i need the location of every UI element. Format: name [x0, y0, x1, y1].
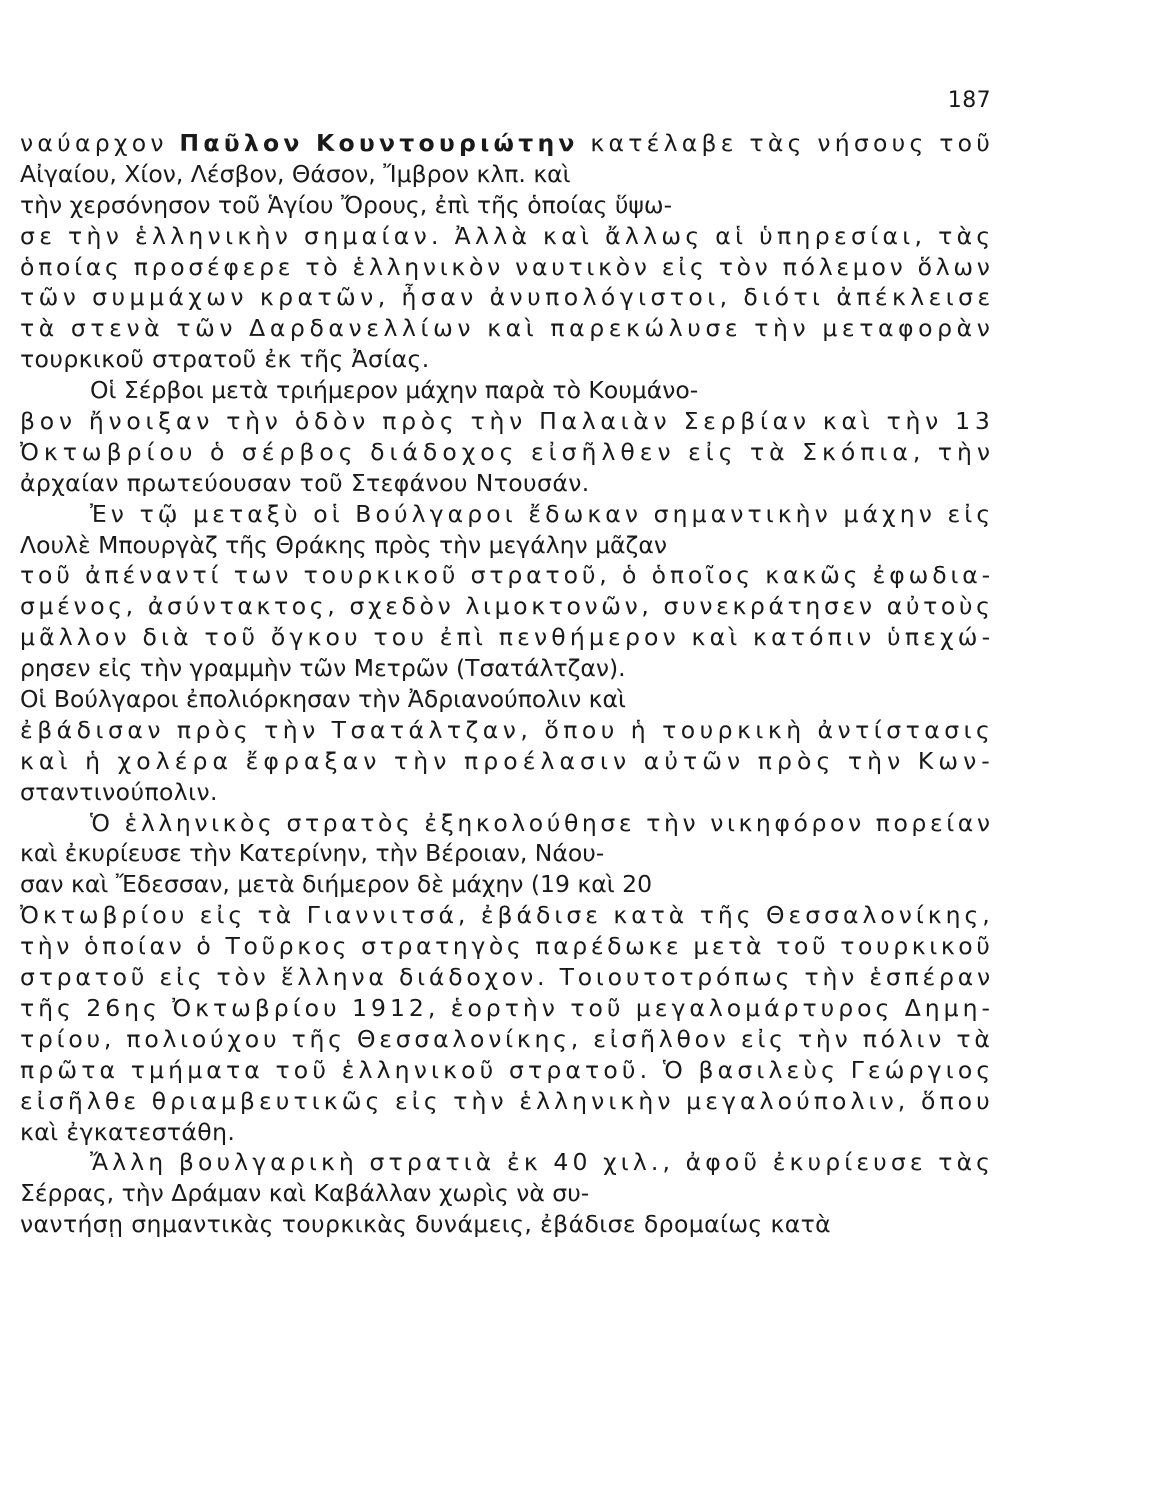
text-line: καὶ ἐγκατεστάθη. — [20, 1117, 236, 1146]
text-line: ἐβάδισαν πρὸς τὴν Τσατάλτζαν, ὅπου ἡ τουρκικὴ ἀντίστασις — [20, 715, 995, 744]
text-line: τὴν χερσόνησον τοῦ Ἁγίου Ὄρους, ἐπὶ τῆς ὁποίας ὕψω- — [20, 190, 673, 219]
text-line: Ὀκτωβρίου εἰς τὰ Γιαννιτσά, ἐβάδισε κατὰ τῆς Θεσσαλονίκης, — [20, 901, 994, 930]
text-line: Ὁ ἑλληνικὸς στρατὸς ἐξηκολούθησε τὴν νικηφόρον πορείαν — [90, 808, 994, 837]
page-number: 187 — [947, 88, 991, 113]
text-line: Αἰγαίου, Χίον, Λέσβον, Θάσον, Ἴμβρον κλπ. καὶ — [20, 159, 571, 188]
text-line: ἀρχαίαν πρωτεύουσαν τοῦ Στεφάνου Ντουσάν. — [20, 468, 590, 497]
text-line: καὶ ἐκυρίευσε τὴν Κατερίνην, τὴν Βέροιαν, Νάου- — [20, 839, 605, 868]
line-text-after: κατέλαβε τὰς νήσους τοῦ — [578, 129, 995, 157]
person-name: Παῦλον Κουντουριώτην — [179, 129, 579, 157]
text-line: βον ἤνοιξαν τὴν ὁδὸν πρὸς τὴν Παλαιὰν Σερβίαν καὶ τὴν 13 — [20, 407, 995, 436]
text-line: πρῶτα τμήματα τοῦ ἑλληνικοῦ στρατοῦ. Ὁ βασιλεὺς Γεώργιος — [20, 1055, 995, 1084]
text-line: τῆς 26ης Ὀκτωβρίου 1912, ἑορτὴν τοῦ μεγαλομάρτυρος Δημη- — [20, 993, 994, 1022]
text-line: Σέρρας, τὴν Δράμαν καὶ Καβάλλαν χωρὶς νὰ συ- — [20, 1179, 590, 1208]
text-line — [0, 128, 1151, 159]
text-line: τῶν συμμάχων κρατῶν, ἦσαν ἀνυπολόγιστοι, διότι ἀπέκλεισε — [20, 283, 995, 312]
text-line: σε τὴν ἑλληνικὴν σημαίαν. Ἀλλὰ καὶ ἄλλως αἱ ὑπηρεσίαι, τὰς — [20, 221, 995, 250]
text-line: ρησεν εἰς τὴν γραμμὴν τῶν Μετρῶν (Τσατάλτζαν). — [20, 654, 626, 683]
text-line: τὰ στενὰ τῶν Δαρδανελλίων καὶ παρεκώλυσε τὴν μεταφορὰν — [20, 314, 995, 343]
text-line: τρίου, πολιούχου τῆς Θεσσαλονίκης, εἰσῆλθον εἰς τὴν πόλιν τὰ — [20, 1024, 994, 1053]
text-line: σαν καὶ Ἔδεσσαν, μετὰ διήμερον δὲ μάχην (19 καὶ 20 — [20, 870, 653, 899]
text-line: ναντήσῃ σημαντικὰς τουρκικὰς δυνάμεις, ἐβάδισε δρομαίως κατὰ — [20, 1210, 832, 1239]
text-line: Ἄλλη βουλγαρικὴ στρατιὰ ἐκ 40 χιλ., ἀφοῦ ἐκυρίευσε τὰς — [90, 1148, 995, 1177]
text-line: τουρκικοῦ στρατοῦ ἐκ τῆς Ἀσίας. — [20, 345, 430, 374]
text-line: τὴν ὁποίαν ὁ Τοῦρκος στρατηγὸς παρέδωκε μετὰ τοῦ τουρκικοῦ — [20, 932, 994, 961]
text-line: εἰσῆλθε θριαμβευτικῶς εἰς τὴν ἑλληνικὴν μεγαλούπολιν, ὅπου — [20, 1086, 994, 1115]
text-line: στρατοῦ εἰς τὸν ἕλληνα διάδοχον. Τοιουτοτρόπως τὴν ἑσπέραν — [20, 963, 994, 992]
text-line: Ἐν τῷ μεταξὺ οἱ Βούλγαροι ἔδωκαν σημαντικὴν μάχην εἰς — [90, 499, 995, 528]
text-line: Λουλὲ Μπουργὰζ τῆς Θράκης πρὸς τὴν μεγάλην μᾶζαν — [20, 530, 667, 559]
text-line: μᾶλλον διὰ τοῦ ὄγκου του ἐπὶ πενθήμερον καὶ κατόπιν ὑπεχώ- — [20, 623, 995, 652]
text-line: ὁποίας προσέφερε τὸ ἑλληνικὸν ναυτικὸν εἰς τὸν πόλεμον ὅλων — [20, 252, 994, 281]
text-line: Οἱ Βούλγαροι ἐπολιόρκησαν τὴν Ἀδριανούπολιν καὶ — [20, 685, 626, 714]
line-text-before: ναύαρχον — [20, 129, 180, 157]
body-text — [0, 128, 1151, 1240]
text-line: Οἱ Σέρβοι μετὰ τριήμερον μάχην παρὰ τὸ Κουμάνο- — [90, 376, 699, 405]
text-line: Ὀκτωβρίου ὁ σέρβος διάδοχος εἰσῆλθεν εἰς τὰ Σκόπια, τὴν — [20, 437, 996, 466]
text-line: σταντινούπολιν. — [20, 777, 218, 806]
text-line: καὶ ἡ χολέρα ἔφραξαν τὴν προέλασιν αὐτῶν πρὸς τὴν Κων- — [20, 746, 995, 775]
text-line: σμένος, ἀσύντακτος, σχεδὸν λιμοκτονῶν, συνεκράτησεν αὐτοὺς — [20, 592, 994, 621]
text-line: τοῦ ἀπέναντί των τουρκικοῦ στρατοῦ, ὁ ὁποῖος κακῶς ἐφωδια- — [20, 561, 995, 590]
